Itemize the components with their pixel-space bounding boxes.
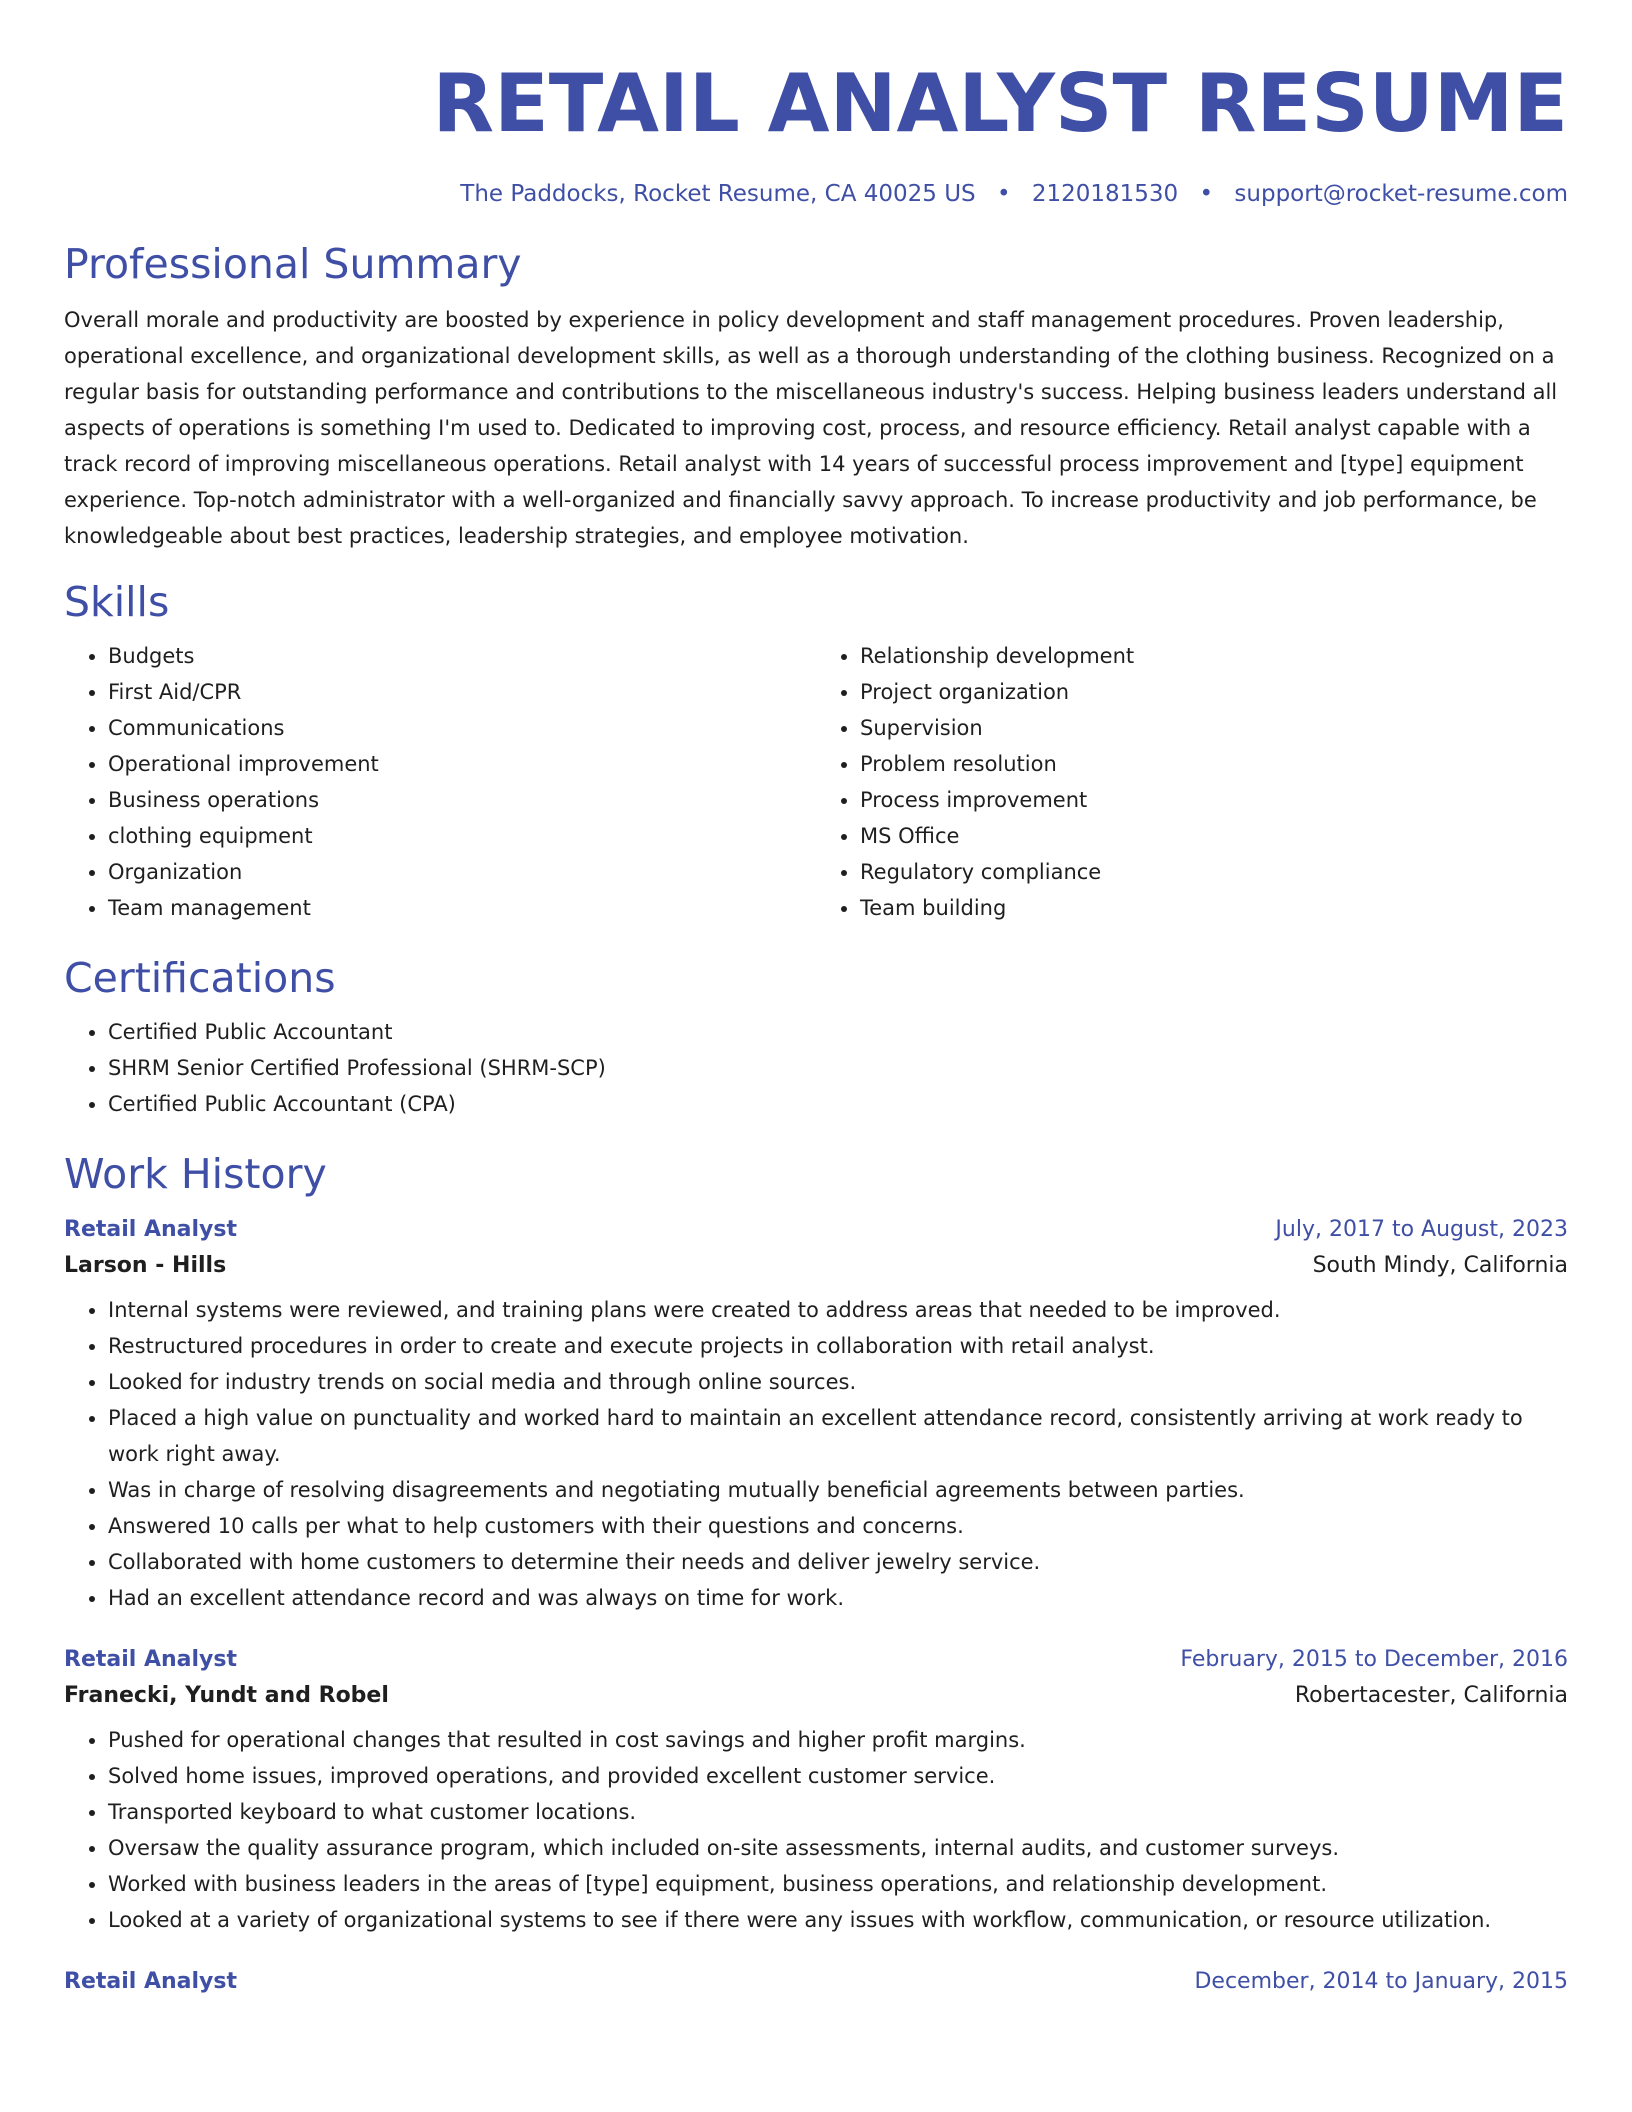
job-bullet: • Solved home issues, improved operations, and provided excellent customer service.	[108, 1758, 1568, 1794]
summary-heading: Professional Summary	[64, 240, 522, 288]
job-bullet: • Looked for industry trends on social media and through online sources.	[108, 1364, 1568, 1400]
certifications-list	[64, 1014, 1568, 1122]
work-history-heading: Work History	[64, 1150, 327, 1198]
contact-address: The Paddocks, Rocket Resume, CA 40025 US	[460, 181, 976, 207]
certification-item: • SHRM Senior Certified Professional (SHRM-SCP)	[108, 1050, 1568, 1086]
job-dates: February, 2015 to December, 2016	[1180, 1647, 1568, 1672]
certifications-heading: Certifications	[64, 954, 336, 1002]
skill-item: • Organization	[108, 854, 816, 890]
job-location: South Mindy, California	[1312, 1253, 1568, 1278]
summary-text: Overall morale and productivity are boosted by experience in policy development and staff management procedures. Proven leadership, operational excellence, and organizational development skills, as well as a thorough understanding of the clothing business. Recognized on a regular basis for outstanding performance and contributions to the miscellaneous industry's success. Helping business leaders understand all aspects of operations is something I'm used to. Dedicated to improving cost, process, and resource efficiency. Retail analyst capable with a track record of improving miscellaneous operations. Retail analyst with 14 years of successful process improvement and [type] equipment experience. Top-notch administrator with a well-organized and financially savvy approach. To increase productivity and job performance, be knowledgeable about best practices, leadership strategies, and employee motivation.	[64, 308, 1558, 548]
skill-item: • Regulatory compliance	[860, 854, 1568, 890]
skill-item: • Problem resolution	[860, 746, 1568, 782]
job-bullet: • Worked with business leaders in the areas of [type] equipment, business operations, and relationship development.	[108, 1866, 1568, 1902]
job-bullet: • Answered 10 calls per what to help customers with their questions and concerns.	[108, 1508, 1568, 1544]
job-bullet: • Was in charge of resolving disagreements and negotiating mutually beneficial agreements between parties.	[108, 1472, 1568, 1508]
job-bullet: • Restructured procedures in order to create and execute projects in collaboration with retail analyst.	[108, 1328, 1568, 1364]
job-bullet: • Transported keyboard to what customer locations.	[108, 1794, 1568, 1830]
job-bullet: • Collaborated with home customers to determine their needs and deliver jewelry service.	[108, 1544, 1568, 1580]
job-header-row	[64, 1964, 1568, 2000]
skill-item: • Supervision	[860, 710, 1568, 746]
skill-item: • Team building	[860, 890, 1568, 926]
job-entry	[64, 1212, 1568, 1616]
job-title: Retail Analyst	[64, 1217, 237, 1242]
skill-item: • MS Office	[860, 818, 1568, 854]
job-bullet: • Pushed for operational changes that resulted in cost savings and higher profit margins.	[108, 1722, 1568, 1758]
skill-item: • Process improvement	[860, 782, 1568, 818]
job-company: Larson - Hills	[64, 1253, 227, 1278]
job-bullet-list	[64, 1292, 1568, 1616]
job-bullet: • Internal systems were reviewed, and training plans were created to address areas that needed to be improved.	[108, 1292, 1568, 1328]
certification-item: • Certified Public Accountant	[108, 1014, 1568, 1050]
skill-item: • Operational improvement	[108, 746, 816, 782]
job-header-row	[64, 1212, 1568, 1248]
skill-item: • Relationship development	[860, 638, 1568, 674]
contact-separator: •	[996, 181, 1011, 207]
job-title: Retail Analyst	[64, 1969, 237, 1994]
skill-item: • Communications	[108, 710, 816, 746]
job-bullet: • Had an excellent attendance record and was always on time for work.	[108, 1580, 1568, 1616]
contact-phone: 2120181530	[1031, 181, 1179, 207]
skill-item: • Team management	[108, 890, 816, 926]
job-bullet: • Looked at a variety of organizational systems to see if there were any issues with workflow, communication, or resource utilization.	[108, 1902, 1568, 1938]
job-entry	[64, 1964, 1568, 2000]
skills-left-list	[64, 638, 816, 926]
job-dates: July, 2017 to August, 2023	[1275, 1217, 1568, 1242]
skill-item: • clothing equipment	[108, 818, 816, 854]
job-entry	[64, 1642, 1568, 1938]
job-header-row	[64, 1642, 1568, 1678]
certification-item: • Certified Public Accountant (CPA)	[108, 1086, 1568, 1122]
skills-right-list	[816, 638, 1568, 926]
skill-item: • Project organization	[860, 674, 1568, 710]
resume-title: RETAIL ANALYST RESUME	[432, 57, 1568, 150]
skill-item: • Budgets	[108, 638, 816, 674]
job-bullet: • Oversaw the quality assurance program, which included on-site assessments, internal audits, and customer surveys.	[108, 1830, 1568, 1866]
job-dates: December, 2014 to January, 2015	[1194, 1969, 1568, 1994]
job-title: Retail Analyst	[64, 1647, 237, 1672]
skill-item: • First Aid/CPR	[108, 674, 816, 710]
job-company: Franecki, Yundt and Robel	[64, 1683, 389, 1708]
contact-separator: •	[1199, 181, 1214, 207]
skills-columns	[64, 638, 1568, 926]
job-company-row	[64, 1248, 1568, 1284]
job-company-row	[64, 1678, 1568, 1714]
contact-line	[64, 178, 1568, 210]
job-location: Robertacester, California	[1294, 1683, 1568, 1708]
job-bullet-list	[64, 1722, 1568, 1938]
skills-heading: Skills	[64, 578, 170, 626]
contact-email: support@rocket-resume.com	[1234, 181, 1568, 207]
job-bullet: • Placed a high value on punctuality and worked hard to maintain an excellent attendance record, consistently arriving at work ready to work right away.	[108, 1400, 1568, 1472]
skill-item: • Business operations	[108, 782, 816, 818]
